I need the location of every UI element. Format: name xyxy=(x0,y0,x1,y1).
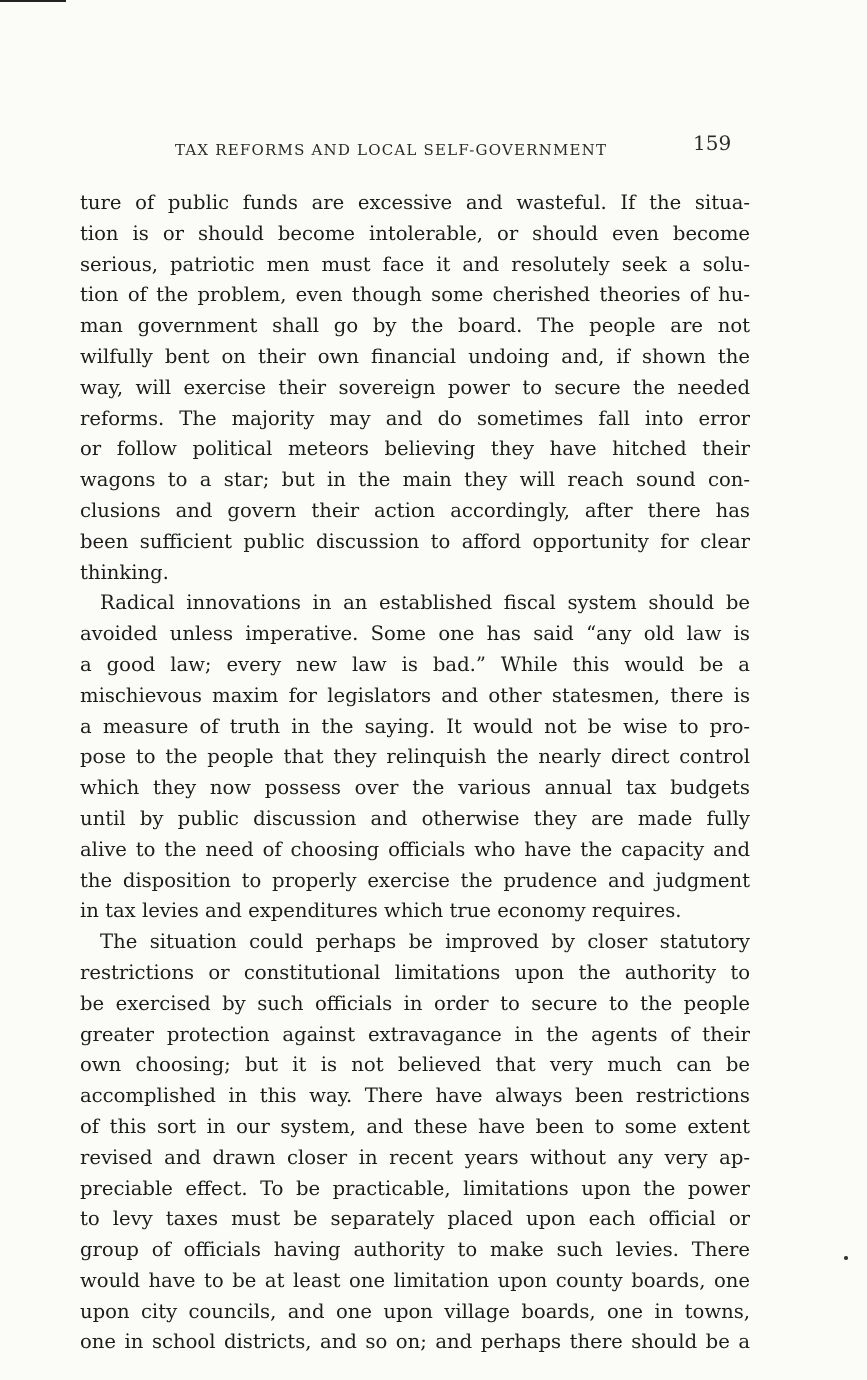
text-line: to levy taxes must be separately placed upon each official or xyxy=(80,1207,750,1231)
text-line: alive to the need of choosing officials who have the capacity and xyxy=(80,837,750,861)
text-line: in tax levies and expenditures which true economy requires. xyxy=(80,899,682,923)
text-line: man government shall go by the board. The people are not xyxy=(80,314,750,338)
text-line: thinking. xyxy=(80,560,169,584)
text-line: serious, patriotic men must face it and resolutely seek a solu- xyxy=(80,252,750,276)
page-number: 159 xyxy=(693,131,732,155)
paragraph-2 xyxy=(80,588,750,927)
text-line: upon city councils, and one upon village boards, one in towns, xyxy=(80,1299,750,1323)
page-header xyxy=(0,131,867,165)
text-line: own choosing; but it is not believed that very much can be xyxy=(80,1053,750,1077)
text-line: accomplished in this way. There have always been restrictions xyxy=(80,1084,750,1108)
paragraph-1 xyxy=(80,188,750,588)
text-line: a good law; every new law is bad.” While this would be a xyxy=(80,652,750,676)
paragraph-3 xyxy=(80,927,750,1358)
text-line: way, will exercise their sovereign power to secure the needed xyxy=(80,375,750,399)
text-line: restrictions or constitutional limitations upon the authority to xyxy=(80,960,750,984)
top-edge-rule xyxy=(0,0,66,2)
text-line: which they now possess over the various annual tax budgets xyxy=(80,776,750,800)
text-line: until by public discussion and otherwise they are made fully xyxy=(80,806,750,830)
scan-speck xyxy=(844,1256,848,1260)
text-line: tion of the problem, even though some cherished theories of hu- xyxy=(80,283,750,307)
text-line: ture of public funds are excessive and wasteful. If the situa- xyxy=(80,191,750,214)
text-line: Radical innovations in an established fiscal system should be xyxy=(100,591,750,615)
text-line: would have to be at least one limitation upon county boards, one xyxy=(80,1268,750,1292)
text-line: revised and drawn closer in recent years without any very ap- xyxy=(80,1145,750,1169)
text-line: The situation could perhaps be improved by closer statutory xyxy=(100,930,750,954)
text-line: group of officials having authority to make such levies. There xyxy=(80,1238,750,1262)
body-text xyxy=(80,188,750,1358)
text-line: the disposition to properly exercise the prudence and judgment xyxy=(80,868,750,892)
text-line: preciable effect. To be practicable, limitations upon the power xyxy=(80,1176,750,1200)
text-line: a measure of truth in the saying. It would not be wise to pro- xyxy=(80,714,750,738)
text-line: be exercised by such officials in order to secure to the people xyxy=(80,991,750,1015)
text-line: been sufficient public discussion to afford opportunity for clear xyxy=(80,529,750,553)
text-line: or follow political meteors believing they have hitched their xyxy=(80,437,750,461)
text-line: of this sort in our system, and these have been to some extent xyxy=(80,1114,750,1138)
text-line: tion is or should become intolerable, or should even become xyxy=(80,221,750,245)
text-line: one in school districts, and so on; and perhaps there should be a xyxy=(80,1330,750,1354)
text-line: reforms. The majority may and do sometimes fall into error xyxy=(80,406,750,430)
text-line: wilfully bent on their own financial undoing and, if shown the xyxy=(80,344,750,368)
text-line: wagons to a star; but in the main they will reach sound con- xyxy=(80,468,750,492)
text-line: greater protection against extravagance in the agents of their xyxy=(80,1022,750,1046)
running-title: TAX REFORMS AND LOCAL SELF-GOVERNMENT xyxy=(175,141,608,159)
text-line: clusions and govern their action accordingly, after there has xyxy=(80,498,750,522)
text-line: pose to the people that they relinquish the nearly direct control xyxy=(80,745,750,769)
text-line: avoided unless imperative. Some one has said “any old law is xyxy=(80,622,750,646)
text-line: mischievous maxim for legislators and other statesmen, there is xyxy=(80,683,750,707)
